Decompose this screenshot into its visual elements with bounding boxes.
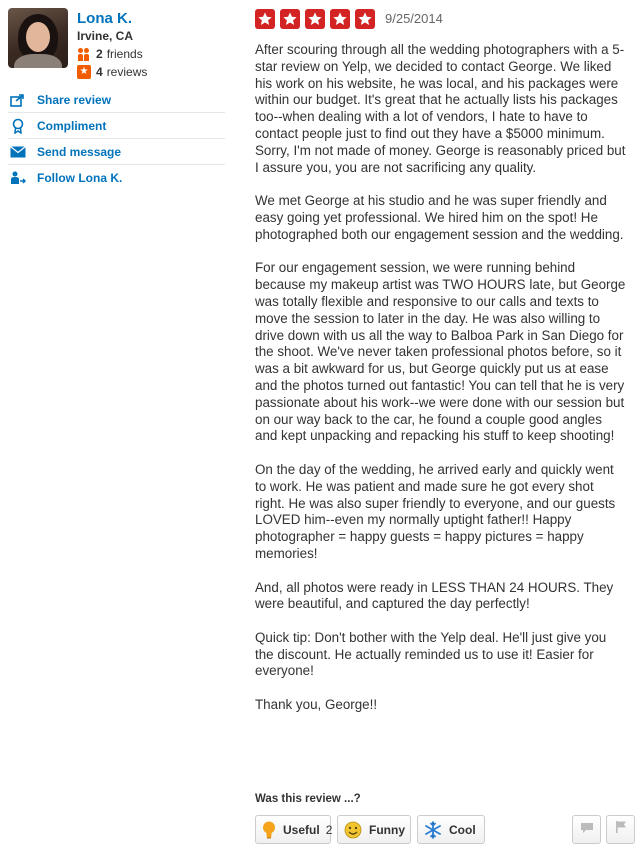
reviews-label: reviews [106, 65, 148, 79]
review-paragraph: Quick tip: Don't bother with the Yelp deal. He'll just give you the discount. He actually reminded us to use it! Easier for everyone! [255, 629, 607, 679]
compliment-icon [8, 118, 28, 134]
friends-stat [77, 47, 143, 61]
cool-button[interactable] [417, 815, 485, 844]
friends-count: 2 [96, 47, 103, 61]
user-name-link[interactable]: Lona K. [77, 10, 132, 27]
vote-buttons [255, 815, 491, 844]
star-icon [305, 9, 325, 29]
send-message-link[interactable] [8, 140, 225, 165]
follow-icon [8, 170, 28, 186]
star-icon [255, 9, 275, 29]
star-icon [355, 9, 375, 29]
friends-label: friends [106, 47, 143, 61]
share-review-label: Share review [37, 93, 112, 107]
flag-icon [615, 820, 627, 839]
follow-user-label: Follow Lona K. [37, 171, 123, 185]
review-body [255, 42, 627, 731]
user-location: Irvine, CA [77, 29, 134, 43]
funny-label: Funny [369, 822, 405, 837]
review-date: 9/25/2014 [385, 11, 443, 26]
review-paragraph: On the day of the wedding, he arrived early and quickly went to work. He was patient and made sure he got every shot right. He was also super friendly to everyone, and our guests LOVED him--even my normally uptight father!! Happy photographer = happy guests = happy pictures = happy memories! [255, 461, 616, 561]
review-paragraph: For our engagement session, we were running behind because my makeup artist was TWO HOURS late, but George was totally flexible and responsive to our calls and texts to move the session to later in the day. He was also willing to drive down with us all the way to Balboa Park in San Diego for the shoot. We've never taken professional photos before, so it was a bit awkward for us, but George quickly put us at ease and the photos turned out fantastic! You can tell that he is very passionate about his work--we were done with our session but on our way back to the car, he found a couple good angles and kept unpacking and repacking his stuff to keep shooting! [255, 260, 626, 444]
funny-button[interactable] [337, 815, 411, 844]
snowflake-icon [424, 821, 442, 839]
compliment-link[interactable] [8, 114, 225, 139]
star-icon [330, 9, 350, 29]
comment-icon [580, 821, 594, 839]
friends-icon [77, 47, 91, 61]
review-paragraph: After scouring through all the wedding photographers with a 5-star review on Yelp, we decided to contact George. We liked his work on his website, he was local, and his packages were within our budget. It's great that he actually lists his packages too--when dealing with a lot of vendors, I hate to have to contact people just to find out they have a $5000 minimum. Sorry, I'm not made of money. George is reasonably priced but I assure you, you are not sacrificing any quality. [255, 42, 626, 175]
cool-label: Cool [449, 822, 476, 837]
send-message-label: Send message [37, 145, 122, 159]
vote-question: Was this review ...? [255, 793, 361, 805]
flag-button[interactable] [606, 815, 635, 844]
reviews-count: 4 [96, 65, 103, 79]
envelope-icon [8, 144, 28, 160]
star-icon [280, 9, 300, 29]
star-rating [255, 9, 380, 29]
useful-button[interactable] [255, 815, 331, 844]
review-paragraph: We met George at his studio and he was super friendly and easy going yet professional. We hired him on the spot! He photographed both our engagement session and the wedding. [255, 193, 624, 242]
useful-count: 2 [325, 822, 333, 837]
lightbulb-icon [262, 821, 276, 839]
compliment-label: Compliment [37, 119, 107, 133]
smiley-icon [344, 821, 362, 839]
review-paragraph: Thank you, George!! [255, 697, 378, 713]
review-star-icon: ★ [77, 65, 91, 79]
review-actions [8, 88, 225, 191]
reviews-stat [77, 65, 147, 79]
useful-label: Useful [283, 822, 320, 837]
avatar[interactable] [8, 8, 68, 68]
share-icon [8, 92, 28, 108]
follow-user-link[interactable] [8, 166, 225, 190]
review-paragraph: And, all photos were ready in LESS THAN 24 HOURS. They were beautiful, and captured the day perfectly! [255, 579, 614, 612]
share-review-link[interactable] [8, 88, 225, 113]
comment-button[interactable] [572, 815, 601, 844]
